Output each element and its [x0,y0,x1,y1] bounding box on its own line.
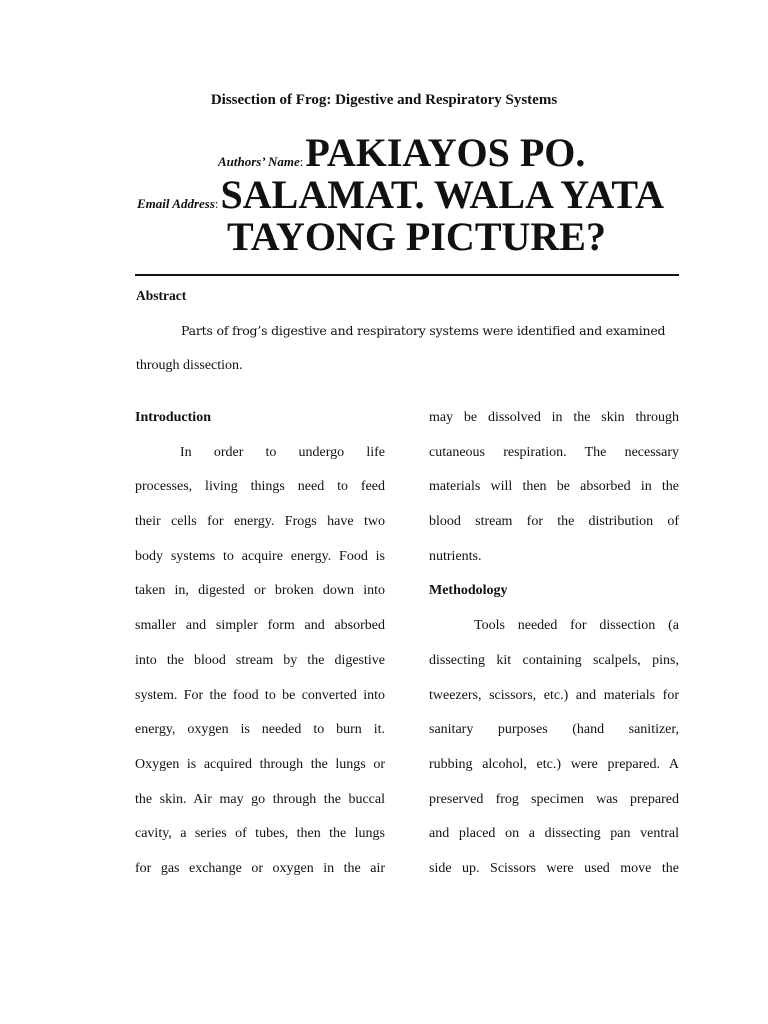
email-label: Email Address [137,196,215,211]
body-line: system. For the food to be converted into [135,687,385,703]
introduction-heading: Introduction [135,410,211,425]
abstract-text-line1: Parts of frog’s digestive and respiratory systems were identified and examined [181,323,666,338]
body-line: energy, oxygen is needed to burn it. [135,722,385,738]
body-line: preserved frog specimen was prepared [429,791,679,807]
body-line: tweezers, scissors, etc.) and materials for [429,687,679,703]
left-column [135,409,385,895]
body-line: the skin. Air may go through the buccal [135,791,385,807]
body-line: processes, living things need to feed [135,479,385,495]
body-line: Tools needed for dissection (a [474,618,679,634]
body-line: smaller and simpler form and absorbed [135,618,385,634]
body-line: rubbing alcohol, etc.) were prepared. A [429,756,679,772]
body-line: In order to undergo life [180,444,385,460]
email-value-line2: TAYONG PICTURE? [227,214,606,259]
body-line: cavity, a series of tubes, then the lungs [135,826,385,842]
body-line: Oxygen is acquired through the lungs or [135,756,385,772]
body-line: blood stream for the distribution of [429,514,679,530]
body-line: side up. Scissors were used move the [429,860,679,876]
paper-title: Dissection of Frog: Digestive and Respiratory Systems [210,92,558,108]
body-line: for gas exchange or oxygen in the air [135,860,385,876]
email-colon: : [214,196,219,211]
right-column [429,409,679,895]
body-line: may be dissolved in the skin through [429,410,679,425]
abstract-heading: Abstract [136,288,187,303]
body-line: cutaneous respiration. The necessary [429,444,679,460]
body-line: dissecting kit containing scalpels, pins, [429,652,679,668]
body-line: into the blood stream by the digestive [135,652,385,668]
body-line: and placed on a dissecting pan ventral [429,826,679,842]
body-line: their cells for energy. Frogs have two [135,514,385,530]
authors-colon: : [299,154,304,169]
authors-value: PAKIAYOS PO. [305,130,586,175]
body-line: nutrients. [429,548,482,564]
body-line: body systems to acquire energy. Food is [135,548,385,564]
body-line: sanitary purposes (hand sanitizer, [429,722,679,738]
authors-label: Authors’ Name [218,154,300,169]
header-divider [135,274,679,276]
abstract-text-line2: through dissection. [136,358,243,373]
email-value-line1: SALAMAT. WALA YATA [220,172,664,217]
methodology-heading: Methodology [429,583,508,599]
body-line: materials will then be absorbed in the [429,479,679,495]
body-line: taken in, digested or broken down into [135,583,385,599]
